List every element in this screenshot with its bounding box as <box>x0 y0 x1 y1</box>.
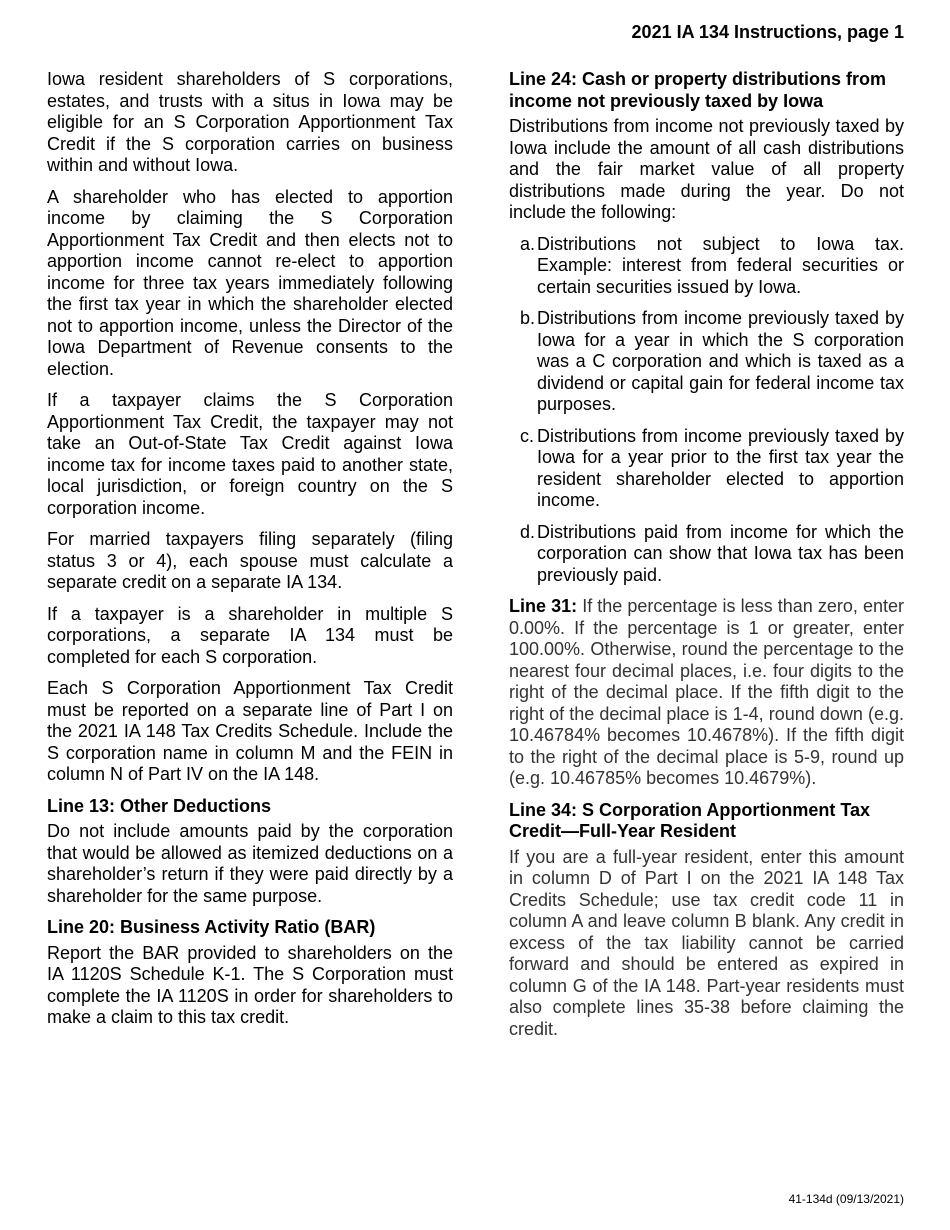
list-item <box>520 522 904 587</box>
list-item-text: Distributions from income previously taxed by Iowa for a year in which the S corporation was a C corporation and which is taxed as a dividend or capital gain for federal income tax purposes. <box>537 308 904 414</box>
line-31-label: Line 31: <box>509 596 578 616</box>
list-item-letter: a. <box>520 233 536 254</box>
intro-paragraph: Iowa resident shareholders of S corporations, estates, and trusts with a situs in Iowa may be eligible for an S Corporation Apportionment Tax Credit if the S corporation carries on business within and without Iowa. <box>47 69 453 175</box>
list-item-text: Distributions not subject to Iowa tax. Example: interest from federal securities or certain securities issued by Iowa. <box>537 233 904 297</box>
list-item-letter: b. <box>520 308 536 328</box>
line-13-text: Do not include amounts paid by the corporation that would be allowed as itemized deductions on a shareholder’s return if they were paid directly by a shareholder for the same purpose. <box>47 821 453 906</box>
line-20-text: Report the BAR provided to shareholders on the IA 1120S Schedule K-1. The S Corporation must complete the IA 1120S in order for shareholders to make a claim to this tax credit. <box>47 942 453 1027</box>
election-paragraph: A shareholder who has elected to apportion income by claiming the S Corporation Apportionment Tax Credit and then elects not to apportion income cannot re-elect to apportion income for three tax years immediately following the first tax year in which the shareholder elected not to apportion income, unless the Director of the Iowa Department of Revenue consents to the election. <box>47 186 453 379</box>
list-item-letter: d. <box>520 521 536 542</box>
reporting-paragraph: Each S Corporation Apportionment Tax Credit must be reported on a separate line of Part I on the 2021 IA 148 Tax Credits Schedule. Include the S corporation name in column M and the FEIN in column N of Part IV on the IA 148. <box>47 678 453 784</box>
married-filing-separately-paragraph: For married taxpayers filing separately (filing status 3 or 4), each spouse must calculate a separate credit on a separate IA 134. <box>47 529 453 592</box>
line-31-paragraph <box>509 596 904 790</box>
line-20-heading: Line 20: Business Activity Ratio (BAR) <box>47 917 376 937</box>
line-24-heading: Line 24: Cash or property distributions from income not previously taxed by Iowa <box>509 69 887 111</box>
line-13-heading: Line 13: Other Deductions <box>47 795 272 816</box>
line-34-heading: Line 34: S Corporation Apportionment Tax Credit—Full-Year Resident <box>509 799 871 841</box>
multiple-corporations-paragraph: If a taxpayer is a shareholder in multiple S corporations, a separate IA 134 must be completed for each S corporation. <box>47 603 453 667</box>
line-34-text: If you are a full-year resident, enter this amount in column D of Part I on the 2021 IA 148 Tax Credits Schedule; use tax credit code 11 in column A and leave column B blank. Any credit in excess of the tax liability cannot be carried forward and should be entered as expired in column G of the IA 148. Part-year residents must also complete lines 35-38 before claiming the credit. <box>509 846 904 1039</box>
list-item-letter: c. <box>520 425 535 446</box>
list-item-text: Distributions paid from income for which the corporation can show that Iowa tax has been previously paid. <box>537 521 904 585</box>
right-column <box>509 69 904 1050</box>
line-31-text: If the percentage is less than zero, enter 0.00%. If the percentage is 1 or greater, enter 100.00%. Otherwise, round the percentage to the nearest four decimal places, i.e. four digits to the right of the decimal place. If the fifth digit to the right of the decimal place is 1-4, round down (e.g. 10.46784% becomes 10.4678%). If the fifth digit to the right of the decimal place is 5-9, round up (e.g. 10.46785% becomes 10.4679%). <box>509 596 904 788</box>
form-code-footer: 41-134d (09/13/2021) <box>788 1192 904 1206</box>
out-of-state-credit-paragraph: If a taxpayer claims the S Corporation Apportionment Tax Credit, the taxpayer may not take an Out-of-State Tax Credit against Iowa income tax for income taxes paid to another state, local jurisdiction, or foreign country on the S corporation income. <box>47 390 453 518</box>
list-item <box>520 426 904 512</box>
line-24-text: Distributions from income not previously taxed by Iowa include the amount of all cash distributions and the fair market value of all property distributions made during the year. Do not include the following: <box>509 116 904 222</box>
list-item <box>520 234 904 299</box>
list-item <box>520 308 904 416</box>
list-item-text: Distributions from income previously taxed by Iowa for a year prior to the first tax year the resident shareholder elected to apportion income. <box>537 425 904 510</box>
page-header-title: 2021 IA 134 Instructions, page 1 <box>631 22 904 42</box>
left-column <box>47 69 453 1039</box>
